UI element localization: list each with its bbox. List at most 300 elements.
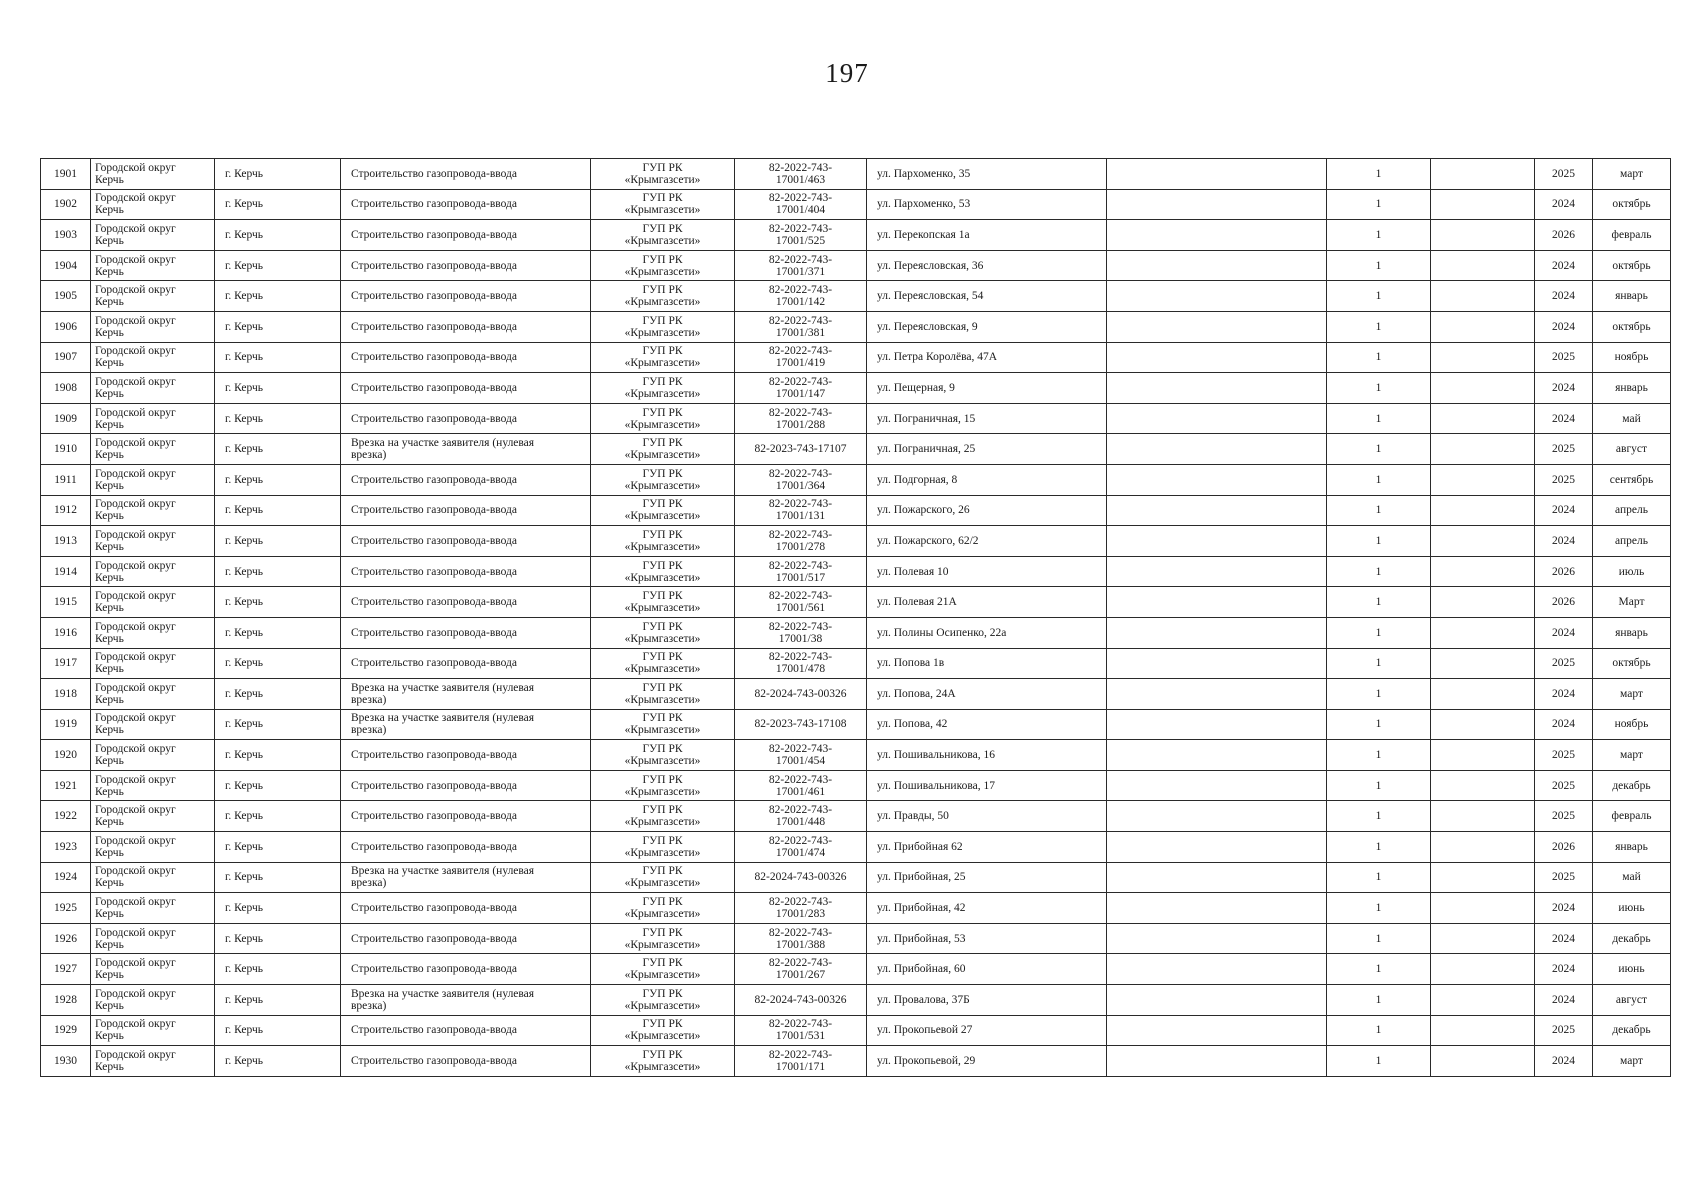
district-cell-line: Городской округ — [95, 498, 176, 511]
organization-cell — [591, 311, 735, 342]
table-row — [41, 679, 1671, 710]
district-cell-line: Керчь — [95, 1061, 124, 1074]
quantity-cell: 1 — [1327, 587, 1431, 618]
month-cell: октябрь — [1593, 189, 1671, 220]
tech-condition-code-cell — [735, 159, 867, 190]
organization-cell-line: «Крымгазсети» — [624, 755, 701, 768]
year-cell: 2025 — [1535, 464, 1593, 495]
address-cell: ул. Пограничная, 25 — [867, 434, 1107, 465]
district-cell — [91, 954, 215, 985]
table-row — [41, 434, 1671, 465]
month-cell: май — [1593, 862, 1671, 893]
organization-cell — [591, 526, 735, 557]
empty-cell — [1107, 556, 1327, 587]
tech-condition-code-cell-line: 17001/561 — [775, 602, 826, 615]
year-cell: 2025 — [1535, 740, 1593, 771]
organization-cell — [591, 954, 735, 985]
address-cell: ул. Пограничная, 15 — [867, 403, 1107, 434]
empty-cell — [1431, 220, 1535, 251]
empty-cell — [1107, 464, 1327, 495]
tech-condition-code-cell-line: 82-2022-743- — [768, 743, 833, 756]
city-cell: г. Керчь — [215, 1015, 341, 1046]
row-number-cell: 1904 — [41, 250, 91, 281]
district-cell — [91, 403, 215, 434]
district-cell-line: Керчь — [95, 357, 124, 370]
work-type-cell — [341, 220, 591, 251]
empty-cell — [1107, 617, 1327, 648]
empty-cell — [1107, 220, 1327, 251]
table-row — [41, 832, 1671, 863]
table-row — [41, 923, 1671, 954]
tech-condition-code-cell — [735, 311, 867, 342]
work-type-cell-line: Строительство газопровода-ввода — [351, 534, 517, 547]
district-cell-line: Городской округ — [95, 681, 176, 694]
work-type-cell — [341, 1046, 591, 1077]
work-type-cell — [341, 954, 591, 985]
district-cell — [91, 556, 215, 587]
city-cell: г. Керчь — [215, 495, 341, 526]
district-cell-line: Керчь — [95, 877, 124, 890]
organization-cell-line: ГУП РК — [642, 865, 683, 878]
quantity-cell: 1 — [1327, 801, 1431, 832]
organization-cell-line: «Крымгазсети» — [624, 510, 701, 523]
month-cell: март — [1593, 159, 1671, 190]
organization-cell-line: ГУП РК — [642, 896, 683, 909]
tech-condition-code-cell — [735, 403, 867, 434]
year-cell: 2024 — [1535, 250, 1593, 281]
organization-cell — [591, 985, 735, 1016]
empty-cell — [1431, 189, 1535, 220]
district-cell — [91, 159, 215, 190]
tech-condition-code-cell — [735, 954, 867, 985]
row-number-cell: 1926 — [41, 923, 91, 954]
row-number-cell: 1920 — [41, 740, 91, 771]
address-cell: ул. Полевая 10 — [867, 556, 1107, 587]
organization-cell — [591, 679, 735, 710]
city-cell: г. Керчь — [215, 281, 341, 312]
district-cell-line: Керчь — [95, 173, 124, 186]
address-cell: ул. Переясловская, 36 — [867, 250, 1107, 281]
address-cell: ул. Прибойная, 42 — [867, 893, 1107, 924]
empty-cell — [1107, 740, 1327, 771]
city-cell: г. Керчь — [215, 679, 341, 710]
month-cell: март — [1593, 740, 1671, 771]
city-cell: г. Керчь — [215, 587, 341, 618]
tech-condition-code-cell — [735, 464, 867, 495]
row-number-cell: 1913 — [41, 526, 91, 557]
table-row — [41, 770, 1671, 801]
organization-cell-line: ГУП РК — [642, 1018, 683, 1031]
tech-condition-code-cell-line: 17001/381 — [775, 326, 826, 339]
organization-cell-line: «Крымгазсети» — [624, 234, 701, 247]
work-type-cell — [341, 556, 591, 587]
organization-cell — [591, 220, 735, 251]
empty-cell — [1107, 1046, 1327, 1077]
empty-cell — [1431, 617, 1535, 648]
work-type-cell-line: Строительство газопровода-ввода — [351, 259, 517, 272]
tech-condition-code-cell-line: 17001/478 — [775, 663, 826, 676]
organization-cell-line: ГУП РК — [642, 620, 683, 633]
work-type-cell-line: Строительство газопровода-ввода — [351, 381, 517, 394]
empty-cell — [1107, 403, 1327, 434]
tech-condition-code-cell-line: 17001/454 — [775, 755, 826, 768]
city-cell: г. Керчь — [215, 342, 341, 373]
month-cell: ноябрь — [1593, 342, 1671, 373]
organization-cell-line: ГУП РК — [642, 161, 683, 174]
empty-cell — [1107, 893, 1327, 924]
empty-cell — [1107, 648, 1327, 679]
address-cell: ул. Полевая 21А — [867, 587, 1107, 618]
work-type-cell — [341, 832, 591, 863]
tech-condition-code-cell — [735, 373, 867, 404]
tech-condition-code-cell-line: 82-2022-743- — [768, 192, 833, 205]
district-cell — [91, 832, 215, 863]
organization-cell-line: «Крымгазсети» — [624, 908, 701, 921]
tech-condition-code-cell-line: 82-2022-743- — [768, 590, 833, 603]
district-cell — [91, 679, 215, 710]
work-type-cell-line: Строительство газопровода-ввода — [351, 290, 517, 303]
tech-condition-code-cell-line: 82-2023-743-17108 — [754, 718, 847, 731]
district-cell-line: Городской округ — [95, 987, 176, 1000]
quantity-cell: 1 — [1327, 250, 1431, 281]
organization-cell — [591, 617, 735, 648]
month-cell: январь — [1593, 832, 1671, 863]
work-type-cell-line: врезка) — [351, 724, 387, 737]
district-cell-line: Городской округ — [95, 284, 176, 297]
tech-condition-code-cell-line: 82-2022-743- — [768, 773, 833, 786]
month-cell: май — [1593, 403, 1671, 434]
month-cell: август — [1593, 985, 1671, 1016]
district-cell-line: Керчь — [95, 938, 124, 951]
empty-cell — [1431, 709, 1535, 740]
work-type-cell-line: Строительство газопровода-ввода — [351, 840, 517, 853]
organization-cell — [591, 281, 735, 312]
year-cell: 2024 — [1535, 189, 1593, 220]
empty-cell — [1431, 587, 1535, 618]
organization-cell-line: «Крымгазсети» — [624, 1061, 701, 1074]
empty-cell — [1107, 954, 1327, 985]
tech-condition-code-cell — [735, 587, 867, 618]
table-row — [41, 220, 1671, 251]
work-type-cell-line: Строительство газопровода-ввода — [351, 932, 517, 945]
year-cell: 2024 — [1535, 923, 1593, 954]
organization-cell-line: «Крымгазсети» — [624, 326, 701, 339]
district-cell-line: Керчь — [95, 724, 124, 737]
table-row — [41, 617, 1671, 648]
district-cell-line: Городской округ — [95, 253, 176, 266]
work-type-cell — [341, 526, 591, 557]
organization-cell — [591, 709, 735, 740]
organization-cell — [591, 434, 735, 465]
row-number-cell: 1918 — [41, 679, 91, 710]
work-type-cell — [341, 250, 591, 281]
district-cell-line: Керчь — [95, 234, 124, 247]
month-cell: октябрь — [1593, 648, 1671, 679]
empty-cell — [1431, 862, 1535, 893]
organization-cell-line: ГУП РК — [642, 528, 683, 541]
district-cell-line: Керчь — [95, 663, 124, 676]
tech-condition-code-cell-line: 17001/371 — [775, 265, 826, 278]
organization-cell-line: «Крымгазсети» — [624, 173, 701, 186]
tech-condition-code-cell-line: 82-2022-743- — [768, 620, 833, 633]
empty-cell — [1107, 373, 1327, 404]
work-type-cell-line: Строительство газопровода-ввода — [351, 1055, 517, 1068]
row-number-cell: 1921 — [41, 770, 91, 801]
empty-cell — [1107, 495, 1327, 526]
empty-cell — [1431, 985, 1535, 1016]
city-cell: г. Керчь — [215, 220, 341, 251]
district-cell — [91, 709, 215, 740]
district-cell — [91, 862, 215, 893]
table-row — [41, 495, 1671, 526]
address-cell: ул. Полины Осипенко, 22а — [867, 617, 1107, 648]
organization-cell-line: ГУП РК — [642, 773, 683, 786]
empty-cell — [1107, 679, 1327, 710]
organization-cell-line: «Крымгазсети» — [624, 663, 701, 676]
work-type-cell-line: врезка) — [351, 877, 387, 890]
organization-cell-line: ГУП РК — [642, 345, 683, 358]
work-type-cell — [341, 281, 591, 312]
organization-cell-line: «Крымгазсети» — [624, 877, 701, 890]
quantity-cell: 1 — [1327, 648, 1431, 679]
address-cell: ул. Прибойная, 25 — [867, 862, 1107, 893]
organization-cell-line: «Крымгазсети» — [624, 846, 701, 859]
empty-cell — [1107, 985, 1327, 1016]
year-cell: 2024 — [1535, 709, 1593, 740]
empty-cell — [1431, 893, 1535, 924]
organization-cell — [591, 740, 735, 771]
year-cell: 2024 — [1535, 679, 1593, 710]
work-type-cell-line: Строительство газопровода-ввода — [351, 779, 517, 792]
district-cell — [91, 311, 215, 342]
empty-cell — [1107, 1015, 1327, 1046]
tech-condition-code-cell-line: 82-2022-743- — [768, 651, 833, 664]
tech-condition-code-cell — [735, 342, 867, 373]
work-type-cell — [341, 617, 591, 648]
tech-condition-code-cell-line: 17001/288 — [775, 418, 826, 431]
tech-condition-code-cell-line: 82-2022-743- — [768, 926, 833, 939]
tech-condition-code-cell-line: 17001/404 — [775, 204, 826, 217]
address-cell: ул. Пархоменко, 35 — [867, 159, 1107, 190]
tech-condition-code-cell-line: 17001/474 — [775, 846, 826, 859]
district-cell-line: Городской округ — [95, 1018, 176, 1031]
quantity-cell: 1 — [1327, 464, 1431, 495]
month-cell: декабрь — [1593, 1015, 1671, 1046]
district-cell — [91, 648, 215, 679]
district-cell — [91, 281, 215, 312]
district-cell-line: Керчь — [95, 632, 124, 645]
empty-cell — [1431, 923, 1535, 954]
address-cell: ул. Переясловская, 9 — [867, 311, 1107, 342]
city-cell: г. Керчь — [215, 526, 341, 557]
tech-condition-code-cell — [735, 679, 867, 710]
district-cell — [91, 373, 215, 404]
organization-cell-line: «Крымгазсети» — [624, 724, 701, 737]
district-cell-line: Городской округ — [95, 834, 176, 847]
tech-condition-code-cell-line: 17001/461 — [775, 785, 826, 798]
year-cell: 2026 — [1535, 556, 1593, 587]
district-cell-line: Керчь — [95, 846, 124, 859]
tech-condition-code-cell-line: 82-2022-743- — [768, 804, 833, 817]
table-row — [41, 464, 1671, 495]
tech-condition-code-cell-line: 82-2024-743-00326 — [754, 993, 847, 1006]
tech-condition-code-cell-line: 82-2022-743- — [768, 834, 833, 847]
work-type-cell — [341, 311, 591, 342]
tech-condition-code-cell-line: 82-2022-743- — [768, 957, 833, 970]
tech-condition-code-cell — [735, 495, 867, 526]
row-number-cell: 1914 — [41, 556, 91, 587]
quantity-cell: 1 — [1327, 709, 1431, 740]
row-number-cell: 1929 — [41, 1015, 91, 1046]
organization-cell — [591, 923, 735, 954]
address-cell: ул. Правды, 50 — [867, 801, 1107, 832]
work-type-cell-line: Врезка на участке заявителя (нулевая — [351, 437, 535, 450]
empty-cell — [1431, 281, 1535, 312]
empty-cell — [1431, 342, 1535, 373]
district-cell — [91, 923, 215, 954]
work-type-cell — [341, 740, 591, 771]
month-cell: декабрь — [1593, 923, 1671, 954]
district-cell — [91, 526, 215, 557]
empty-cell — [1431, 801, 1535, 832]
empty-cell — [1431, 311, 1535, 342]
district-cell — [91, 801, 215, 832]
quantity-cell: 1 — [1327, 311, 1431, 342]
work-type-cell — [341, 189, 591, 220]
tech-condition-code-cell-line: 82-2022-743- — [768, 253, 833, 266]
row-number-cell: 1919 — [41, 709, 91, 740]
work-type-cell — [341, 434, 591, 465]
quantity-cell: 1 — [1327, 1015, 1431, 1046]
month-cell: август — [1593, 434, 1671, 465]
work-type-cell — [341, 403, 591, 434]
city-cell: г. Керчь — [215, 648, 341, 679]
address-cell: ул. Перекопская 1а — [867, 220, 1107, 251]
work-type-cell-line: Строительство газопровода-ввода — [351, 749, 517, 762]
district-cell-line: Городской округ — [95, 926, 176, 939]
tech-condition-code-cell — [735, 1046, 867, 1077]
organization-cell-line: ГУП РК — [642, 590, 683, 603]
empty-cell — [1107, 587, 1327, 618]
tech-condition-code-cell-line: 17001/531 — [775, 1030, 826, 1043]
tech-condition-code-cell — [735, 220, 867, 251]
tech-condition-code-cell-line: 17001/419 — [775, 357, 826, 370]
organization-cell-line: ГУП РК — [642, 987, 683, 1000]
organization-cell-line: ГУП РК — [642, 314, 683, 327]
tech-condition-code-cell — [735, 189, 867, 220]
empty-cell — [1107, 342, 1327, 373]
year-cell: 2024 — [1535, 373, 1593, 404]
empty-cell — [1107, 526, 1327, 557]
address-cell: ул. Прибойная 62 — [867, 832, 1107, 863]
quantity-cell: 1 — [1327, 832, 1431, 863]
address-cell: ул. Прибойная, 53 — [867, 923, 1107, 954]
year-cell: 2024 — [1535, 893, 1593, 924]
district-cell-line: Керчь — [95, 571, 124, 584]
organization-cell-line: ГУП РК — [642, 192, 683, 205]
month-cell: июнь — [1593, 954, 1671, 985]
organization-cell — [591, 403, 735, 434]
table-row — [41, 189, 1671, 220]
work-type-cell — [341, 801, 591, 832]
work-type-cell-line: Строительство газопровода-ввода — [351, 167, 517, 180]
tech-condition-code-cell — [735, 1015, 867, 1046]
row-number-cell: 1902 — [41, 189, 91, 220]
district-cell-line: Городской округ — [95, 896, 176, 909]
district-cell-line: Городской округ — [95, 865, 176, 878]
empty-cell — [1431, 159, 1535, 190]
row-number-cell: 1917 — [41, 648, 91, 679]
table-row — [41, 648, 1671, 679]
empty-cell — [1107, 250, 1327, 281]
tech-condition-code-cell-line: 17001/142 — [775, 296, 826, 309]
empty-cell — [1107, 434, 1327, 465]
quantity-cell: 1 — [1327, 893, 1431, 924]
year-cell: 2024 — [1535, 954, 1593, 985]
tech-condition-code-cell-line: 17001/283 — [775, 908, 826, 921]
organization-cell-line: ГУП РК — [642, 498, 683, 511]
district-cell — [91, 740, 215, 771]
tech-condition-code-cell-line: 17001/463 — [775, 173, 826, 186]
quantity-cell: 1 — [1327, 954, 1431, 985]
empty-cell — [1431, 434, 1535, 465]
year-cell: 2025 — [1535, 770, 1593, 801]
organization-cell-line: «Крымгазсети» — [624, 571, 701, 584]
tech-condition-code-cell-line: 82-2022-743- — [768, 284, 833, 297]
month-cell: сентябрь — [1593, 464, 1671, 495]
organization-cell — [591, 373, 735, 404]
organization-cell-line: ГУП РК — [642, 712, 683, 725]
organization-cell-line: «Крымгазсети» — [624, 387, 701, 400]
district-cell-line: Городской округ — [95, 559, 176, 572]
city-cell: г. Керчь — [215, 189, 341, 220]
address-cell: ул. Пожарского, 62/2 — [867, 526, 1107, 557]
organization-cell-line: ГУП РК — [642, 651, 683, 664]
organization-cell-line: «Крымгазсети» — [624, 540, 701, 553]
table-row — [41, 403, 1671, 434]
row-number-cell: 1930 — [41, 1046, 91, 1077]
tech-condition-code-cell-line: 82-2022-743- — [768, 314, 833, 327]
tech-condition-code-cell-line: 82-2023-743-17107 — [754, 443, 847, 456]
tech-condition-code-cell-line: 17001/525 — [775, 234, 826, 247]
empty-cell — [1431, 403, 1535, 434]
work-type-cell — [341, 587, 591, 618]
year-cell: 2024 — [1535, 403, 1593, 434]
work-type-cell — [341, 893, 591, 924]
organization-cell — [591, 159, 735, 190]
month-cell: октябрь — [1593, 311, 1671, 342]
district-cell-line: Керчь — [95, 204, 124, 217]
empty-cell — [1431, 464, 1535, 495]
district-cell-line: Керчь — [95, 510, 124, 523]
tech-condition-code-cell — [735, 617, 867, 648]
district-cell — [91, 893, 215, 924]
organization-cell-line: ГУП РК — [642, 681, 683, 694]
work-type-cell-line: Строительство газопровода-ввода — [351, 320, 517, 333]
city-cell: г. Керчь — [215, 954, 341, 985]
empty-cell — [1431, 832, 1535, 863]
district-cell-line: Керчь — [95, 387, 124, 400]
empty-cell — [1107, 770, 1327, 801]
row-number-cell: 1908 — [41, 373, 91, 404]
row-number-cell: 1923 — [41, 832, 91, 863]
district-cell-line: Городской округ — [95, 375, 176, 388]
work-type-cell-line: Строительство газопровода-ввода — [351, 504, 517, 517]
tech-condition-code-cell-line: 17001/278 — [775, 540, 826, 553]
city-cell: г. Керчь — [215, 373, 341, 404]
district-cell-line: Керчь — [95, 265, 124, 278]
table-body — [41, 159, 1671, 1077]
